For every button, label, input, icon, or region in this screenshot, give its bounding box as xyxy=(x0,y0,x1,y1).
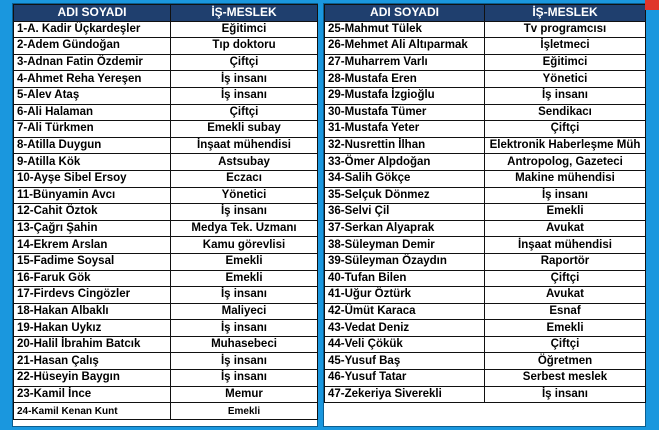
table-row xyxy=(14,386,318,403)
member-occupation-cell: Serbest meslek xyxy=(485,370,646,387)
member-occupation-cell: Eczacı xyxy=(171,170,318,187)
member-occupation-cell: Avukat xyxy=(485,220,646,237)
left-member-table xyxy=(13,4,318,420)
table-row xyxy=(325,353,646,370)
member-occupation-cell: İş insanı xyxy=(171,353,318,370)
member-occupation-cell: Eğitimci xyxy=(485,54,646,71)
member-occupation-cell: Avukat xyxy=(485,287,646,304)
member-name-cell: 45-Yusuf Baş xyxy=(325,353,485,370)
member-occupation-cell: İş insanı xyxy=(171,320,318,337)
member-name-cell: 31-Mustafa Yeter xyxy=(325,121,485,138)
member-name-cell: 4-Ahmet Reha Yereşen xyxy=(14,71,171,88)
member-name-cell: 23-Kamil İnce xyxy=(14,386,171,403)
table-row xyxy=(14,170,318,187)
member-name-cell: 10-Ayşe Sibel Ersoy xyxy=(14,170,171,187)
table-row xyxy=(14,204,318,221)
member-name-cell: 39-Süleyman Özaydın xyxy=(325,253,485,270)
member-occupation-cell: Memur xyxy=(171,386,318,403)
right-table-panel xyxy=(324,4,645,426)
member-name-cell: 33-Ömer Alpdoğan xyxy=(325,154,485,171)
table-row xyxy=(14,87,318,104)
member-occupation-cell: İş insanı xyxy=(171,204,318,221)
member-name-cell: 28-Mustafa Eren xyxy=(325,71,485,88)
member-occupation-cell: Çiftçi xyxy=(485,270,646,287)
member-occupation-cell: Emekli xyxy=(485,204,646,221)
member-occupation-cell: Elektronik Haberleşme Müh xyxy=(485,137,646,154)
member-occupation-cell: Astsubay xyxy=(171,154,318,171)
member-name-cell: 9-Atilla Kök xyxy=(14,154,171,171)
table-header-row xyxy=(325,5,646,22)
member-name-cell: 20-Halil İbrahim Batcık xyxy=(14,336,171,353)
member-name-cell: 18-Hakan Albaklı xyxy=(14,303,171,320)
table-row xyxy=(325,137,646,154)
table-row xyxy=(325,170,646,187)
member-name-cell: 3-Adnan Fatin Özdemir xyxy=(14,54,171,71)
member-occupation-cell: Öğretmen xyxy=(485,353,646,370)
table-row xyxy=(14,121,318,138)
member-name-cell: 1-A. Kadir Üçkardeşler xyxy=(14,21,171,38)
member-name-cell: 13-Çağrı Şahin xyxy=(14,220,171,237)
table-row xyxy=(14,38,318,55)
member-occupation-cell: Medya Tek. Uzmanı xyxy=(171,220,318,237)
member-name-cell: 30-Mustafa Tümer xyxy=(325,104,485,121)
table-row xyxy=(14,403,318,420)
member-name-cell: 46-Yusuf Tatar xyxy=(325,370,485,387)
member-name-cell: 17-Firdevs Cingözler xyxy=(14,287,171,304)
member-occupation-cell: Kamu görevlisi xyxy=(171,237,318,254)
member-name-cell: 15-Fadime Soysal xyxy=(14,253,171,270)
table-row xyxy=(325,154,646,171)
table-row xyxy=(14,237,318,254)
member-occupation-cell: Antropolog, Gazeteci xyxy=(485,154,646,171)
member-name-cell: 38-Süleyman Demir xyxy=(325,237,485,254)
member-name-cell: 5-Alev Ataş xyxy=(14,87,171,104)
member-name-cell: 2-Adem Gündoğan xyxy=(14,38,171,55)
table-row xyxy=(14,137,318,154)
table-row xyxy=(14,270,318,287)
member-occupation-cell: Çiftçi xyxy=(171,104,318,121)
member-name-cell: 41-Uğur Öztürk xyxy=(325,287,485,304)
table-row xyxy=(325,336,646,353)
table-row xyxy=(325,253,646,270)
member-occupation-cell: İş insanı xyxy=(485,187,646,204)
table-row xyxy=(14,187,318,204)
member-name-cell: 8-Atilla Duygun xyxy=(14,137,171,154)
table-row xyxy=(14,54,318,71)
member-occupation-cell: İnşaat mühendisi xyxy=(171,137,318,154)
job-column-header: İŞ-MESLEK xyxy=(485,5,646,22)
member-occupation-cell: Makine mühendisi xyxy=(485,170,646,187)
member-occupation-cell: Emekli subay xyxy=(171,121,318,138)
table-row xyxy=(325,320,646,337)
right-member-table xyxy=(324,4,646,403)
member-occupation-cell: İş insanı xyxy=(485,386,646,403)
name-column-header: ADI SOYADI xyxy=(325,5,485,22)
member-occupation-cell: İnşaat mühendisi xyxy=(485,237,646,254)
table-row xyxy=(14,303,318,320)
member-name-cell: 22-Hüseyin Baygın xyxy=(14,370,171,387)
table-row xyxy=(325,270,646,287)
table-row xyxy=(14,353,318,370)
table-row xyxy=(325,386,646,403)
member-name-cell: 44-Veli Çökük xyxy=(325,336,485,353)
table-row xyxy=(325,187,646,204)
member-name-cell: 35-Selçuk Dönmez xyxy=(325,187,485,204)
member-occupation-cell: İşletmeci xyxy=(485,38,646,55)
member-name-cell: 14-Ekrem Arslan xyxy=(14,237,171,254)
member-name-cell: 12-Cahit Öztok xyxy=(14,204,171,221)
table-row xyxy=(14,287,318,304)
table-row xyxy=(325,38,646,55)
table-row xyxy=(325,104,646,121)
table-row xyxy=(325,237,646,254)
member-occupation-cell: Çiftçi xyxy=(485,121,646,138)
right-table-body xyxy=(325,21,646,403)
member-occupation-cell: Eğitimci xyxy=(171,21,318,38)
member-occupation-cell: İş insanı xyxy=(171,71,318,88)
table-row xyxy=(14,336,318,353)
member-name-cell: 27-Muharrem Varlı xyxy=(325,54,485,71)
member-occupation-cell: Emekli xyxy=(171,403,318,420)
table-row xyxy=(325,287,646,304)
corner-accent xyxy=(645,0,659,10)
member-occupation-cell: Emekli xyxy=(171,253,318,270)
table-row xyxy=(325,21,646,38)
table-row xyxy=(325,71,646,88)
table-header-row xyxy=(14,5,318,22)
member-name-cell: 7-Ali Türkmen xyxy=(14,121,171,138)
member-occupation-cell: Yönetici xyxy=(171,187,318,204)
member-name-cell: 19-Hakan Uykız xyxy=(14,320,171,337)
member-name-cell: 43-Vedat Deniz xyxy=(325,320,485,337)
member-occupation-cell: İş insanı xyxy=(171,287,318,304)
member-name-cell: 21-Hasan Çalış xyxy=(14,353,171,370)
member-name-cell: 34-Salih Gökçe xyxy=(325,170,485,187)
member-name-cell: 42-Ümüt Karaca xyxy=(325,303,485,320)
name-column-header: ADI SOYADI xyxy=(14,5,171,22)
table-row xyxy=(14,104,318,121)
left-table-panel xyxy=(13,4,317,426)
member-occupation-cell: Çiftçi xyxy=(485,336,646,353)
table-row xyxy=(14,21,318,38)
member-occupation-cell: Esnaf xyxy=(485,303,646,320)
table-row xyxy=(325,54,646,71)
table-row xyxy=(14,154,318,171)
member-occupation-cell: Tıp doktoru xyxy=(171,38,318,55)
member-occupation-cell: İş insanı xyxy=(485,87,646,104)
member-occupation-cell: Yönetici xyxy=(485,71,646,88)
member-name-cell: 11-Bünyamin Avcı xyxy=(14,187,171,204)
table-row xyxy=(325,121,646,138)
table-row xyxy=(325,220,646,237)
left-table-body xyxy=(14,21,318,419)
member-name-cell: 36-Selvi Çil xyxy=(325,204,485,221)
member-name-cell: 26-Mehmet Ali Altıparmak xyxy=(325,38,485,55)
member-name-cell: 16-Faruk Gök xyxy=(14,270,171,287)
table-row xyxy=(325,370,646,387)
member-name-cell: 24-Kamil Kenan Kunt xyxy=(14,403,171,420)
member-name-cell: 25-Mahmut Tülek xyxy=(325,21,485,38)
member-occupation-cell: Maliyeci xyxy=(171,303,318,320)
member-occupation-cell: Tv programcısı xyxy=(485,21,646,38)
member-occupation-cell: Muhasebeci xyxy=(171,336,318,353)
member-occupation-cell: Sendikacı xyxy=(485,104,646,121)
member-name-cell: 37-Serkan Alyaprak xyxy=(325,220,485,237)
job-column-header: İŞ-MESLEK xyxy=(171,5,318,22)
table-row xyxy=(14,220,318,237)
member-name-cell: 47-Zekeriya Siverekli xyxy=(325,386,485,403)
table-row xyxy=(325,204,646,221)
table-row xyxy=(14,320,318,337)
member-occupation-cell: Raportör xyxy=(485,253,646,270)
member-name-cell: 29-Mustafa İzgioğlu xyxy=(325,87,485,104)
table-row xyxy=(325,303,646,320)
member-occupation-cell: İş insanı xyxy=(171,87,318,104)
member-name-cell: 32-Nusrettin İlhan xyxy=(325,137,485,154)
member-occupation-cell: Emekli xyxy=(171,270,318,287)
member-occupation-cell: Emekli xyxy=(485,320,646,337)
table-row xyxy=(14,370,318,387)
table-row xyxy=(325,87,646,104)
member-occupation-cell: İş insanı xyxy=(171,370,318,387)
member-name-cell: 40-Tufan Bilen xyxy=(325,270,485,287)
table-row xyxy=(14,253,318,270)
table-row xyxy=(14,71,318,88)
member-name-cell: 6-Ali Halaman xyxy=(14,104,171,121)
member-occupation-cell: Çiftçi xyxy=(171,54,318,71)
